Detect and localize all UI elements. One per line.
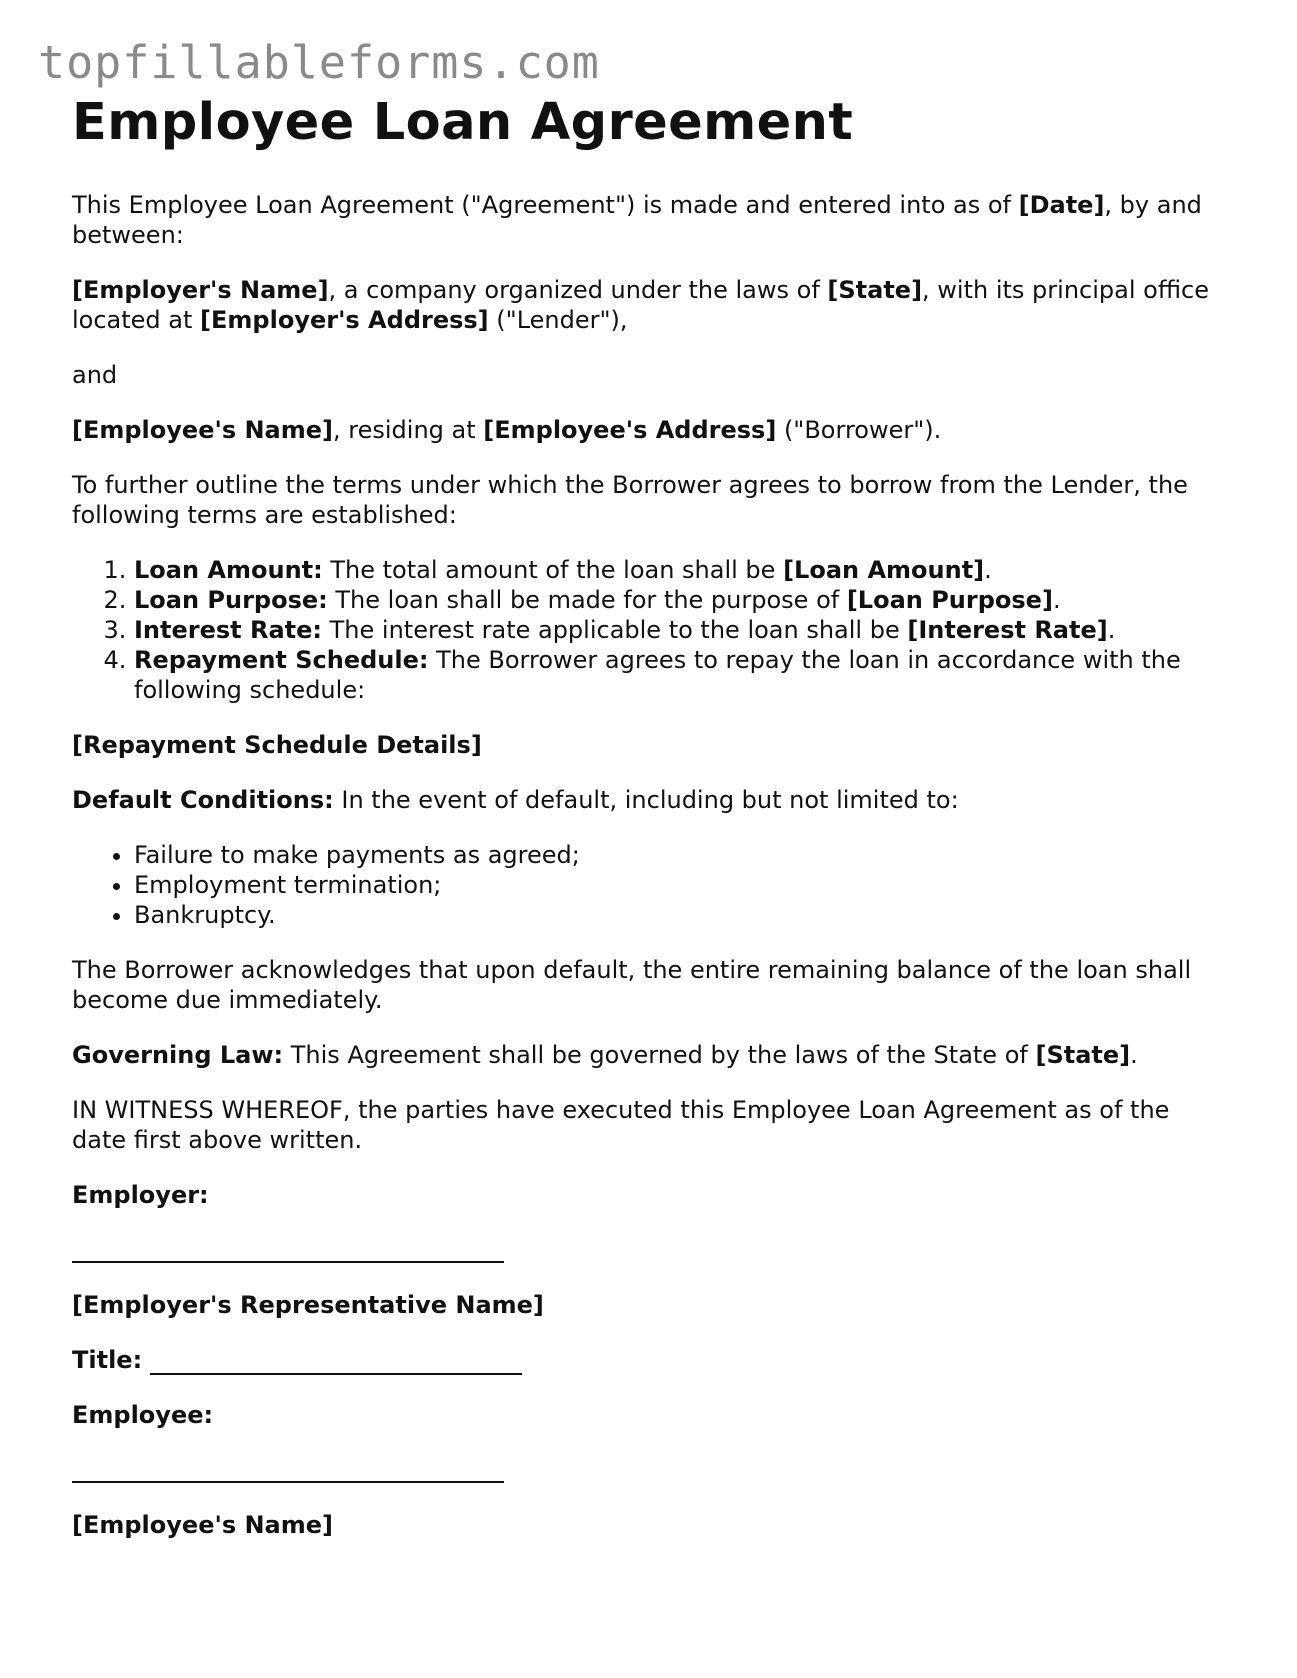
governing-state-placeholder: [State] [1035,1041,1131,1069]
list-item: • Failure to make payments as agreed; [134,840,1222,870]
intro-paragraph [72,190,1222,250]
employer-label: Employer: [72,1181,209,1209]
list-item: • Bankruptcy. [134,900,1222,930]
employer-signature-line[interactable] [72,1235,504,1265]
employer-paragraph [72,275,1222,335]
acknowledgement-paragraph: The Borrower acknowledges that upon default, the entire remaining balance of the loan shall become due immediately. [72,956,1192,1014]
term-value: [Loan Amount] [783,556,985,584]
default-text: In the event of default, including but not limited to: [333,786,959,814]
date-placeholder: [Date] [1018,191,1105,219]
employer-name-placeholder: [Employer's Name] [72,276,329,304]
term-end: . [1107,616,1116,644]
terms-intro: To further outline the terms under which the Borrower agrees to borrow from the Lender, the following terms are established: [72,471,1188,529]
employee-signature-label [72,1400,1222,1430]
term-item [134,555,1222,585]
term-text: The interest rate applicable to the loan shall be [322,616,908,644]
term-label: Repayment Schedule: [134,646,429,674]
employer-address-placeholder: [Employer's Address] [200,306,489,334]
employee-signature-line[interactable] [72,1455,504,1485]
employer-text-2: , with its principal office located at [72,276,1209,334]
document-page [72,92,1222,1565]
default-label: Default Conditions: [72,786,334,814]
term-value: [Loan Purpose] [846,586,1053,614]
term-item [134,585,1222,615]
term-label: Loan Amount: [134,556,323,584]
governing-label: Governing Law: [72,1041,284,1069]
and-text: and [72,361,118,389]
governing-text: This Agreement shall be governed by the laws of the State of [283,1041,1036,1069]
employee-name-signature-placeholder: [Employee's Name] [72,1511,333,1539]
employer-rep-placeholder: [Employer's Representative Name] [72,1291,544,1319]
repayment-details [72,730,1222,760]
title-line [72,1345,1222,1375]
term-text: The loan shall be made for the purpose of [327,586,847,614]
term-value: [Interest Rate] [907,616,1108,644]
term-label: Interest Rate: [134,616,323,644]
employer-signature-label [72,1180,1222,1210]
term-item [134,615,1222,645]
employee-address-placeholder: [Employee's Address] [483,416,777,444]
governing-end: . [1130,1041,1138,1069]
term-item [134,645,1222,705]
title-label: Title: [72,1346,143,1374]
employee-name-signature [72,1510,1222,1540]
default-list [72,840,1222,930]
employee-paragraph [72,415,1222,445]
state-placeholder: [State] [827,276,923,304]
term-end: . [984,556,992,584]
employer-rep-name [72,1290,1222,1320]
document-title: Employee Loan Agreement [72,93,854,152]
term-label: Loan Purpose: [134,586,328,614]
employee-label: Employee: [72,1401,214,1429]
watermark-text: topfillableforms.com [38,36,600,89]
employer-text-3: ("Lender"), [488,306,628,334]
witness-paragraph: IN WITNESS WHEREOF, the parties have executed this Employee Loan Agreement as of the date first above written. [72,1096,1170,1154]
employee-text-2: ("Borrower"). [776,416,942,444]
term-text: The Borrower agrees to repay the loan in accordance with the following schedule: [134,646,1181,704]
list-item: • Employment termination; [134,870,1222,900]
employer-text-1: , a company organized under the laws of [328,276,828,304]
intro-text-2: , by and between: [72,191,1202,249]
employee-name-placeholder: [Employee's Name] [72,416,333,444]
terms-list [72,555,1222,705]
term-text: The total amount of the loan shall be [322,556,784,584]
governing-law-paragraph [72,1040,1222,1070]
intro-text-1: This Employee Loan Agreement ("Agreement") is made and entered into as of [72,191,1019,219]
title-blank[interactable] [150,1347,522,1375]
employee-text-1: , residing at [333,416,484,444]
term-end: . [1052,586,1061,614]
repayment-details-placeholder: [Repayment Schedule Details] [72,731,482,759]
default-paragraph [72,785,1222,815]
